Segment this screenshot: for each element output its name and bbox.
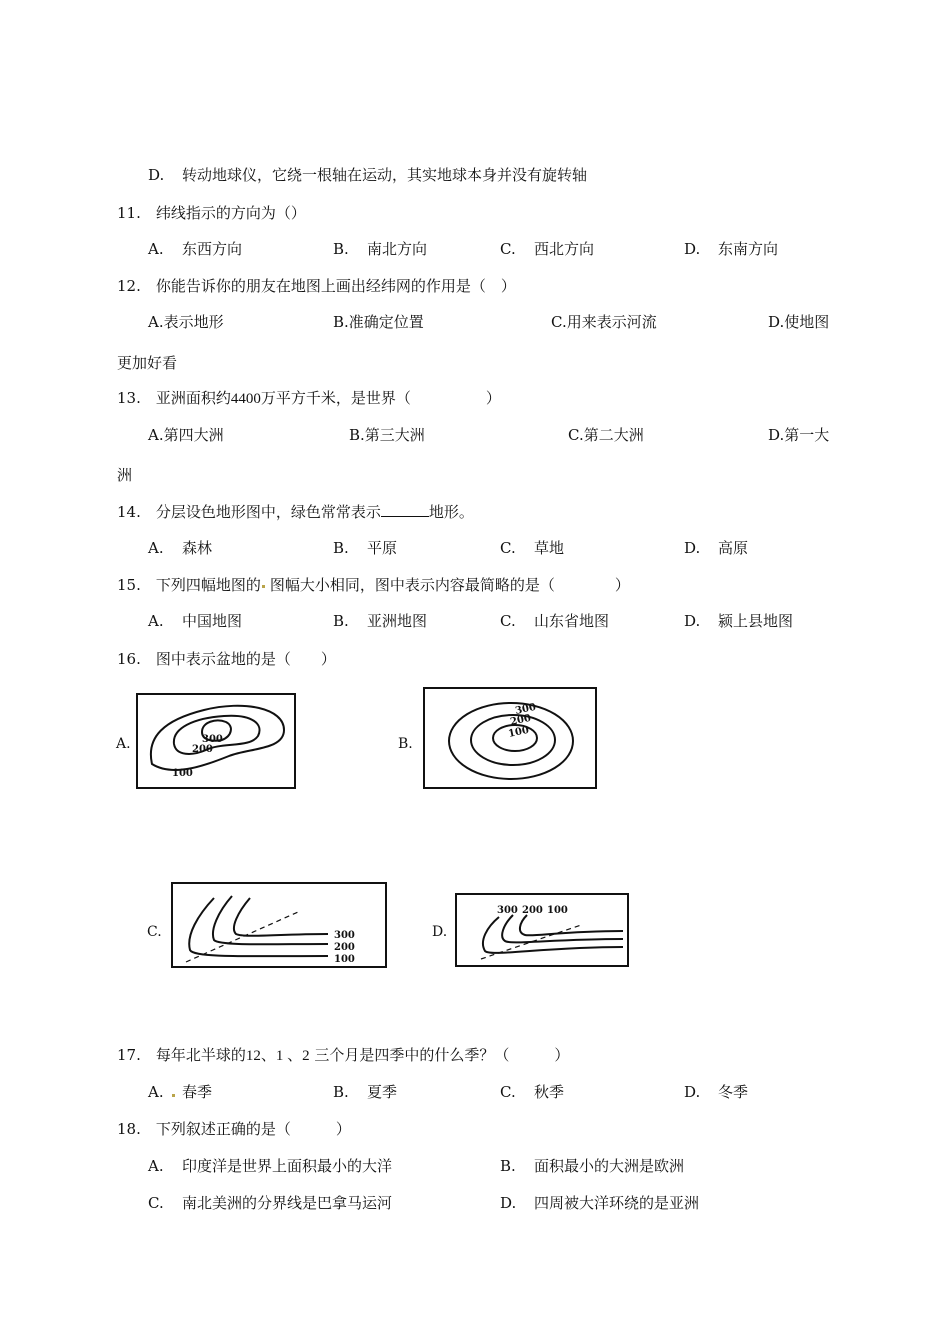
option-text: 四周被大洋环绕的是亚洲 <box>534 1194 700 1212</box>
contour-map-c <box>168 880 390 972</box>
stem-text: 13. 亚洲面积约 <box>117 389 231 407</box>
option-text: 西北方向 <box>534 240 595 258</box>
contour-label-300: 300 <box>202 734 223 745</box>
stray-mark <box>262 585 265 588</box>
option-text: 东西方向 <box>182 240 243 258</box>
option-label: B. <box>333 240 349 258</box>
option-text: 东南方向 <box>718 240 779 258</box>
option-label: B. <box>333 1083 349 1101</box>
stem-number: 4400 <box>230 391 261 407</box>
contour-label-200: 200 <box>334 942 355 953</box>
q16-stem: 16. 图中表示盆地的是（ ） <box>117 650 336 668</box>
option-label: C. <box>500 612 516 630</box>
figure-d-label: D. <box>432 924 448 940</box>
contour-label-300: 300 <box>334 930 355 941</box>
q13-option-a: A.第四大洲 <box>148 426 224 444</box>
option-text: 中国地图 <box>182 612 243 630</box>
option-label: D. <box>500 1194 517 1212</box>
option-text: 高原 <box>718 539 749 557</box>
q11-option-b <box>333 239 427 259</box>
q13-option-c: C.第二大洲 <box>568 426 644 444</box>
option-label: C. <box>500 1083 516 1101</box>
q17-stem <box>117 1045 569 1066</box>
q15-stem <box>117 575 630 595</box>
option-label: D. <box>684 539 701 557</box>
q18-option-a <box>148 1156 392 1176</box>
option-label: B. <box>500 1157 516 1175</box>
q14-option-b <box>333 538 397 558</box>
option-text: 秋季 <box>534 1083 565 1101</box>
stem-number: 12、1 、2 <box>245 1048 310 1064</box>
stem-text: 地形。 <box>428 503 474 521</box>
q15-option-d <box>684 611 793 631</box>
q10-option-d <box>148 165 587 185</box>
option-text: 面积最小的大洲是欧洲 <box>534 1157 685 1175</box>
q14-option-a <box>148 538 212 558</box>
figure-c-label: C. <box>147 924 162 940</box>
q11-option-c <box>500 239 594 259</box>
stem-text: 图幅大小相同，图中表示内容最简略的是（ ） <box>269 576 630 594</box>
q11-option-d <box>684 239 778 259</box>
option-label: D. <box>684 1083 701 1101</box>
option-label: A. <box>148 1083 164 1101</box>
contour-map-b <box>421 686 599 792</box>
q15-option-c <box>500 611 609 631</box>
option-label: D. <box>684 240 701 258</box>
option-label: C. <box>500 240 516 258</box>
q17-option-d <box>684 1082 748 1102</box>
q11-stem: 11. 纬线指示的方向为（） <box>117 204 306 222</box>
option-label: A. <box>148 539 164 557</box>
option-text: 平原 <box>367 539 398 557</box>
option-label: D. <box>148 166 165 184</box>
contour-label-300: 300 <box>497 905 518 916</box>
q13-stem <box>117 388 501 409</box>
q13-option-d-wrap: 洲 <box>117 466 133 484</box>
q17-option-c <box>500 1082 564 1102</box>
contour-label-200: 200 <box>192 744 213 755</box>
q14-stem <box>117 502 474 522</box>
option-text: 森林 <box>182 539 213 557</box>
stem-text: 17. 每年北半球的 <box>117 1046 246 1064</box>
q18-option-d <box>500 1193 699 1213</box>
q13-option-d: D.第一大 <box>768 426 830 444</box>
q13-option-b: B.第三大洲 <box>349 426 425 444</box>
contour-map-d <box>453 891 631 971</box>
valley-dashed-line <box>186 912 298 962</box>
figure-a-label: A. <box>116 736 131 752</box>
stem-text: 15. 下列四幅地图的 <box>117 576 261 594</box>
option-label: B. <box>333 539 349 557</box>
contour-line-100 <box>520 915 623 935</box>
q17-option-b <box>333 1082 397 1102</box>
contour-label-100: 100 <box>507 724 531 740</box>
q17-option-a <box>148 1082 212 1102</box>
q12-option-d: D.使地图 <box>768 313 830 331</box>
option-label: A. <box>148 612 164 630</box>
option-text: 印度洋是世界上面积最小的大洋 <box>182 1157 393 1175</box>
contour-line-300 <box>234 898 328 936</box>
stem-text: 万平方千米，是世界（ ） <box>260 389 501 407</box>
q12-option-a: A.表示地形 <box>148 313 224 331</box>
contour-label-100: 100 <box>334 954 355 965</box>
option-label: A. <box>148 240 164 258</box>
stray-mark <box>172 1094 175 1097</box>
contour-map-a <box>134 692 298 792</box>
option-label: C. <box>500 539 516 557</box>
contour-line-200 <box>213 896 328 944</box>
q12-stem: 12. 你能告诉你的朋友在地图上画出经纬网的作用是（ ） <box>117 277 516 295</box>
q12-option-d-wrap: 更加好看 <box>117 354 178 372</box>
q12-option-c: C.用来表示河流 <box>551 313 657 331</box>
option-text: 山东省地图 <box>534 612 610 630</box>
option-text: 南北方向 <box>367 240 428 258</box>
option-text: 夏季 <box>367 1083 398 1101</box>
q11-option-a <box>148 239 242 259</box>
option-label: D. <box>684 612 701 630</box>
option-label: A. <box>148 1157 164 1175</box>
contour-label-200: 200 <box>509 712 533 728</box>
option-text: 转动地球仪，它绕一根轴在运动，其实地球本身并没有旋转轴 <box>182 166 588 184</box>
contour-line-100 <box>189 898 328 956</box>
option-label: C. <box>148 1194 164 1212</box>
option-text: 草地 <box>534 539 565 557</box>
option-text: 颍上县地图 <box>718 612 794 630</box>
figure-b-label: B. <box>398 736 413 752</box>
stem-text: 三个月是四季中的什么季？（ ） <box>309 1046 570 1064</box>
answer-blank <box>381 502 429 517</box>
q14-option-c <box>500 538 564 558</box>
q15-option-a <box>148 611 242 631</box>
contour-label-300: 300 <box>514 701 538 717</box>
stem-text: 14. 分层设色地形图中，绿色常常表示 <box>117 503 381 521</box>
option-text: 冬季 <box>718 1083 749 1101</box>
option-text: 南北美洲的分界线是巴拿马运河 <box>182 1194 393 1212</box>
option-text: 亚洲地图 <box>367 612 428 630</box>
contour-label-100: 100 <box>172 768 193 779</box>
contour-label-200: 200 <box>522 905 543 916</box>
q15-option-b <box>333 611 427 631</box>
q12-option-b: B.准确定位置 <box>333 313 424 331</box>
option-text: 春季 <box>182 1083 213 1101</box>
contour-label-100: 100 <box>547 905 568 916</box>
q18-option-c <box>148 1193 392 1213</box>
option-label: B. <box>333 612 349 630</box>
q18-stem: 18. 下列叙述正确的是（ ） <box>117 1120 351 1138</box>
q14-option-d <box>684 538 748 558</box>
q18-option-b <box>500 1156 684 1176</box>
